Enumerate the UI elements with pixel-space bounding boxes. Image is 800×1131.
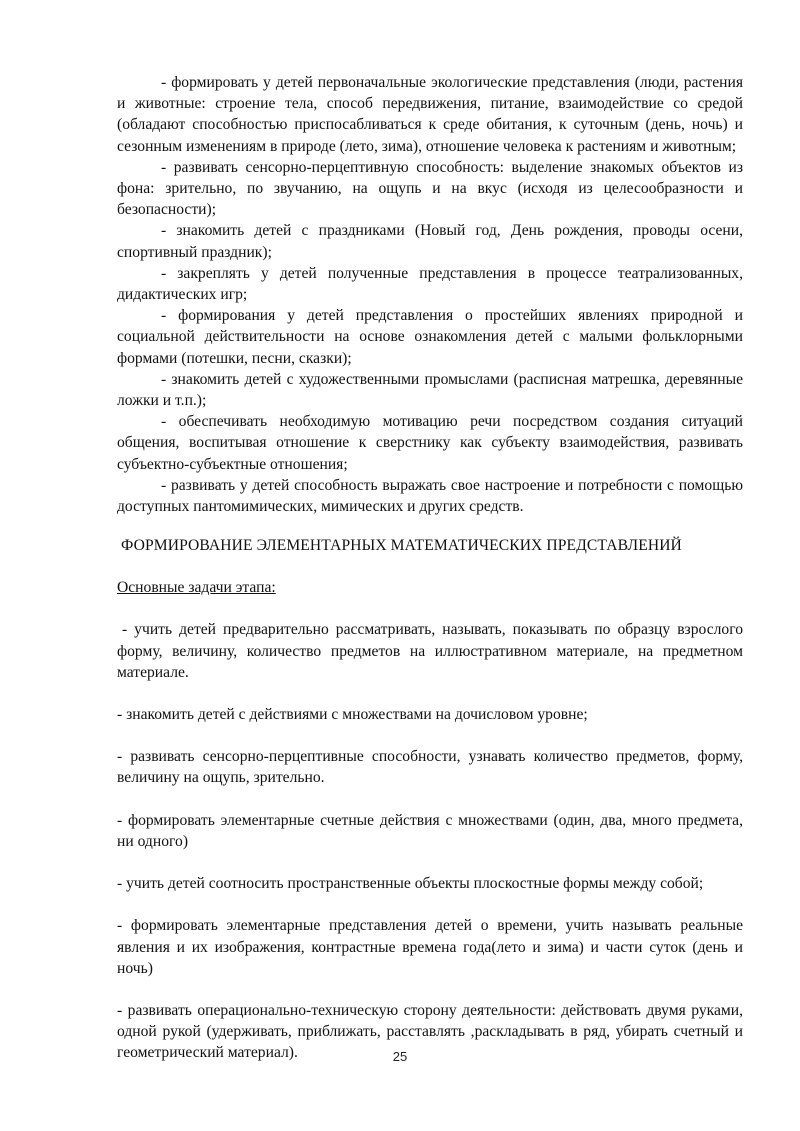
section-heading: ФОРМИРОВАНИЕ ЭЛЕМЕНТАРНЫХ МАТЕМАТИЧЕСКИХ ПРЕДСТАВЛЕНИЙ <box>121 537 682 555</box>
page-number: 25 <box>392 1049 408 1064</box>
paragraph-folklore: - формирования у детей представления о простейших явлениях природной и социальной действительности на основе ознакомления детей с малыми фольклорными формами (потешки, песни, сказки); <box>117 307 743 367</box>
document-page <box>117 72 743 1064</box>
task-item: - формировать элементарные счетные действия с множествами (один, два, много предмета, ни одного) <box>117 811 743 850</box>
paragraph-crafts: - знакомить детей с художественными промыслами (расписная матрешка, деревянные ложки и т.п.); <box>117 370 743 410</box>
task-item: - учить детей предварительно рассматривать, называть, показывать по образцу взрослого форму, величину, количество предметов на иллюстративном материале, на предметном материале. <box>117 621 743 681</box>
paragraph-holidays: - знакомить детей с праздниками (Новый год, День рождения, проводы осени, спортивный праздник); <box>117 222 743 261</box>
task-item: - формировать элементарные представления детей о времени, учить называть реальные явления и их изображения, контрастные времена года(лето и зима) и части суток (день и ночь) <box>117 917 743 977</box>
paragraph-ecology: - формировать у детей первоначальные экологические представления (люди, растения и животные: строение тела, способ передвижения, питание, взаимодействие со средой (обладают способностью приспосабливаться к среде обитания, к суточным (день, ночь) и сезонным изменениям в природе (лето, зима), отношение человека к растениям и животным; <box>117 74 743 155</box>
task-item: - развивать операционально-техническую сторону деятельности: действовать двумя руками, одной рукой (удерживать, приближать, расставлять ,раскладывать в ряд, убирать счетный и геометрический материал). <box>117 1001 743 1062</box>
task-item: - учить детей соотносить пространственные объекты плоскостные формы между собой; <box>117 875 704 893</box>
task-item: - знакомить детей с действиями с множествами на дочисловом уровне; <box>117 706 588 724</box>
paragraph-games: - закреплять у детей полученные представления в процессе театрализованных, дидактических игр; <box>117 264 743 304</box>
paragraph-sensory: - развивать сенсорно-перцептивную способность: выделение знакомых объектов из фона: зрительно, по звучанию, на ощупь и на вкус (исходя из целесообразности и безопасности); <box>117 158 743 219</box>
paragraph-mood: - развивать у детей способность выражать свое настроение и потребности с помощью доступных пантомимических, мимических и других средств. <box>117 476 743 516</box>
paragraph-speech: - обеспечивать необходимую мотивацию речи посредством создания ситуаций общения, воспитывая отношение к сверстнику как субъекту взаимодействия, развивать субъектно-субъектные отношения; <box>117 413 743 473</box>
tasks-subheading: Основные задачи этапа: <box>117 579 276 597</box>
task-item: - развивать сенсорно-перцептивные способности, узнавать количество предметов, форму, величину на ощупь, зрительно. <box>117 748 743 787</box>
